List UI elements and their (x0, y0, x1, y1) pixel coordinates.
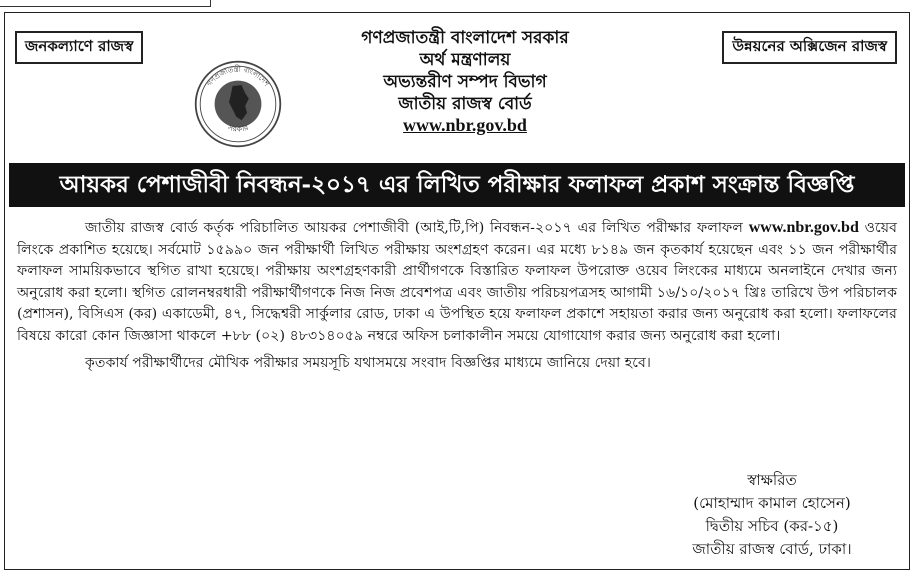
paragraph-1-rest: ওয়েব লিংকে প্রকাশিত হয়েছে। সর্বমোট ১৫৯৯০ জন পরীক্ষার্থী লিখিত পরীক্ষায় অংশগ্রহণ করেন। এর মধ্যে ৮১৪৯ জন কৃতকার্য হয়েছেন এবং ১১ জন পরীক্ষার্থীর ফলাফল সাময়িকভাবে স্থগিত রাখা হয়েছে। পরীক্ষায় অংশগ্রহণকারী প্রার্থীগণকে বিস্তারিত ফলাফল উপরোক্ত ওয়েব লিংকের মাধ্যমে অনলাইনে দেখার জন্য অনুরোধ করা হলো। স্থগিত রোলনম্বরধারী পরীক্ষার্থীগণকে নিজ নিজ প্রবেশপত্র এবং জাতীয় পরিচয়পত্রসহ আগামী ১৬/১০/২০১৭ খ্রিঃ তারিখে উপ পরিচালক (প্রশাসন), বিসিএস (কর) একাডেমী, ৪৭, সিদ্ধেশ্বরী সার্কুলার রোড, ঢাকা এ উপস্থিত হয়ে ফলাফল প্রকাশে সহায়তা করার জন্য অনুরোধ করা হলো। ফলাফলের বিষয়ে কারো কোন জিজ্ঞাসা থাকলে +৮৮ (০২) ৪৮৩১৪০৫৯ নম্বরে অফিস চলাকালীন সময়ে যোগাযোগ করার জন্য অনুরোধ করা হলো। (17, 220, 897, 344)
notice-frame (4, 12, 910, 570)
body-website-link[interactable]: www.nbr.gov.bd (748, 219, 859, 236)
notice-header (275, 27, 655, 136)
header-division: অভ্যন্তরীণ সম্পদ বিভাগ (383, 72, 547, 92)
notice-body (17, 217, 897, 381)
paragraph-2: কৃতকার্য পরীক্ষার্থীদের মৌখিক পরীক্ষার সময়সূচি যথাসময়ে সংবাদ বিজ্ঞপ্তির মাধ্যমে জানিয়ে দেয়া হবে। (85, 355, 651, 371)
right-slogan-box: উন্নয়নের অক্সিজেন রাজস্ব (722, 31, 897, 64)
header-ministry: অর্থ মন্ত্রণালয় (419, 50, 511, 70)
signatory-designation: দ্বিতীয় সচিব (কর-১৫) (705, 517, 839, 535)
left-slogan-box: জনকল্যাণে রাজস্ব (15, 31, 143, 64)
notice-title: আয়কর পেশাজীবী নিবন্ধন-২০১৭ এর লিখিত পরীক্ষার ফলাফল প্রকাশ সংক্রান্ত বিজ্ঞপ্তি (9, 163, 905, 207)
header-website-link[interactable]: www.nbr.gov.bd (403, 115, 527, 135)
seal-top-text: গণপ্রজাতন্ত্রী বাংলাদেশ (204, 64, 272, 88)
government-seal-icon (193, 59, 283, 149)
header-government: গণপ্রজাতন্ত্রী বাংলাদেশ সরকার (361, 28, 569, 48)
seal-bottom-text: সরকার (226, 121, 250, 134)
paragraph-1 (17, 217, 897, 347)
signatory-office: জাতীয় রাজস্ব বোর্ড, ঢাকা। (692, 540, 852, 558)
signed-label: স্বাক্ষরিত (747, 471, 797, 489)
paragraph-1-start: জাতীয় রাজস্ব বোর্ড কর্তৃক পরিচালিত আয়কর পেশাজীবী (আই,টি,পি) নিবন্ধন-২০১৭ এর লিখিত পরীক্ষার ফলাফল (85, 220, 749, 236)
header-board: জাতীয় রাজস্ব বোর্ড (398, 94, 532, 114)
signatory-name: (মোহাম্মাদ কামাল হোসেন) (693, 494, 851, 512)
top-strip (0, 0, 211, 7)
signature-block (657, 469, 887, 561)
